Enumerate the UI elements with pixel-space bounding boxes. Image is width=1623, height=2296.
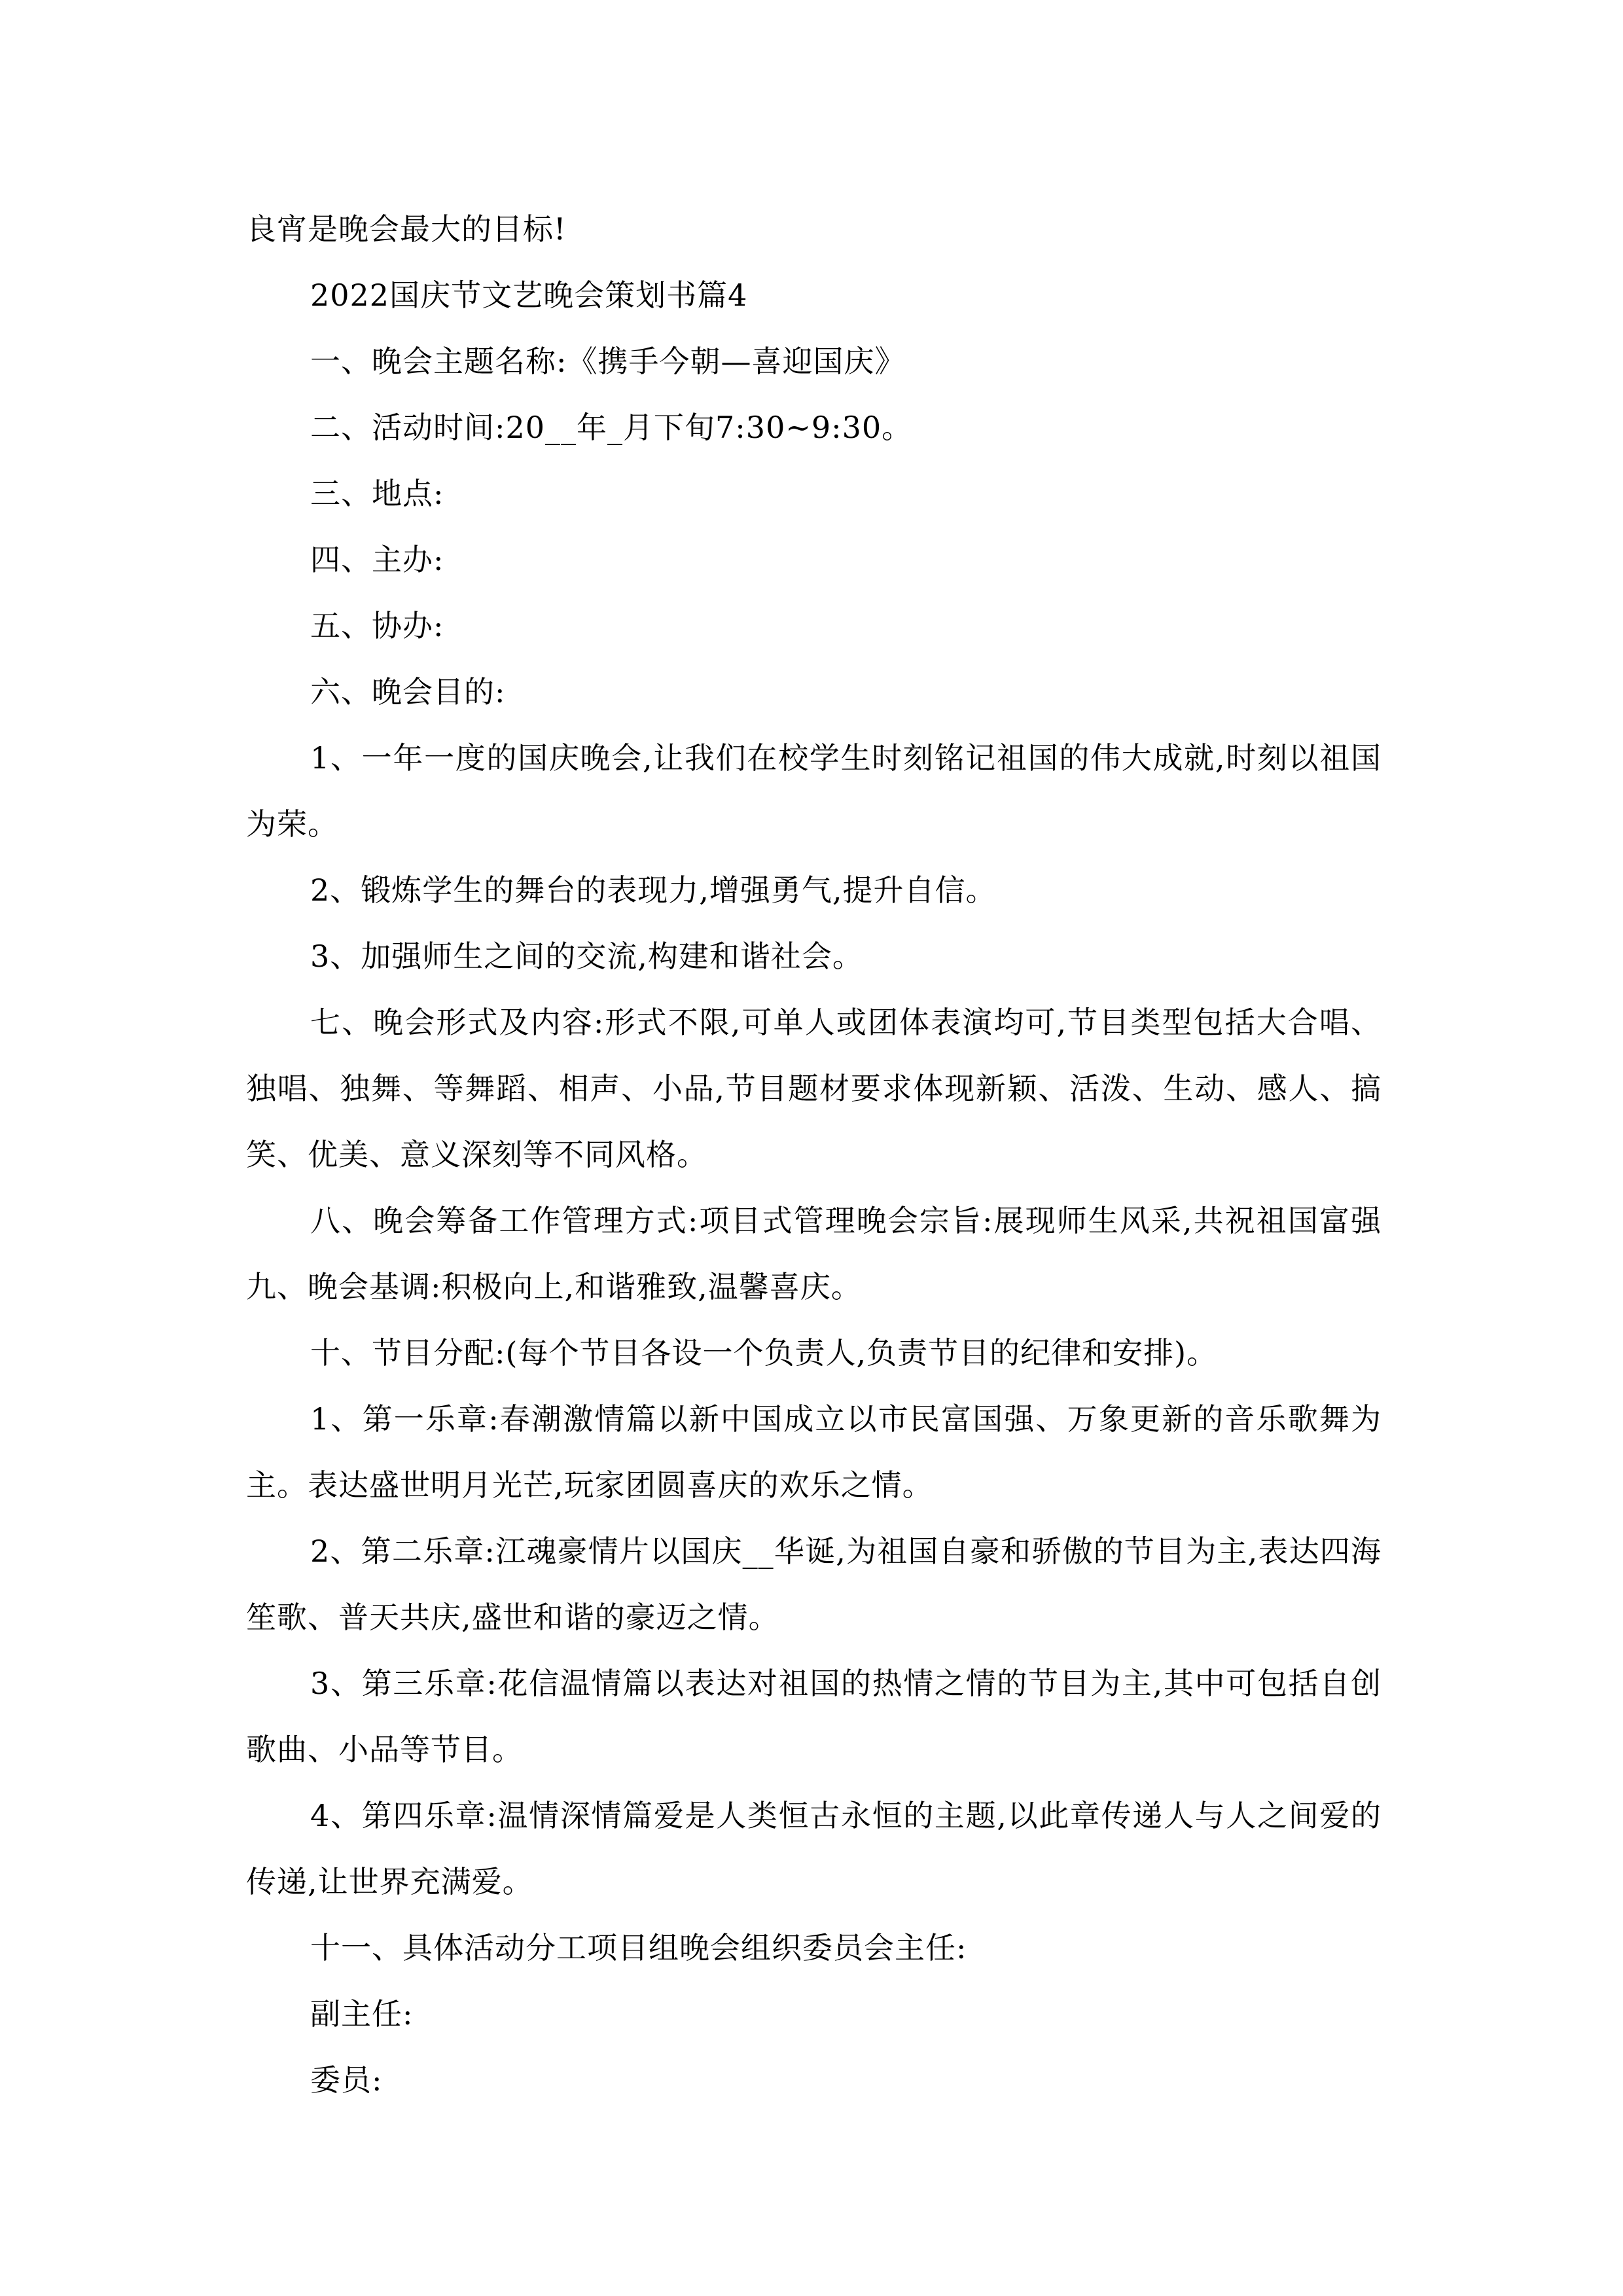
paragraph-division-of-labor: 十一、具体活动分工项目组晚会组织委员会主任: (310, 1930, 967, 1965)
paragraph-management: 八、晚会筹备工作管理方式:项目式管理晚会宗旨:展现师生风采,共祝祖国富强九、晚会基调:积极向上,和谐雅致,温馨喜庆。 (246, 1203, 1382, 1304)
paragraph-chapter-4: 4、第四乐章:温情深情篇爱是人类恒古永恒的主题,以此章传递人与人之间爱的传递,让世界充满爱。 (246, 1798, 1382, 1899)
paragraph-theme: 一、晚会主题名称:《携手今朝—喜迎国庆》 (310, 344, 906, 379)
paragraph-members: 委员: (310, 2062, 383, 2098)
paragraph-chapter-2: 2、第二乐章:江魂豪情片以国庆__华诞,为祖国自豪和骄傲的节目为主,表达四海笙歌、普天共庆,盛世和谐的豪迈之情。 (246, 1534, 1382, 1635)
paragraph-purpose-3: 3、加强师生之间的交流,构建和谐社会。 (310, 939, 863, 974)
paragraph-program-allocation: 十、节目分配:(每个节目各设一个负责人,负责节目的纪律和安排)。 (310, 1335, 1218, 1371)
paragraph-chapter-3: 3、第三乐章:花信温情篇以表达对祖国的热情之情的节目为主,其中可包括自创歌曲、小品等节目。 (246, 1666, 1382, 1767)
paragraph-chapter-1: 1、第一乐章:春潮激情篇以新中国成立以市民富国强、万象更新的音乐歌舞为主。表达盛世明月光芒,玩家团圆喜庆的欢乐之情。 (246, 1401, 1382, 1503)
document-body (246, 196, 1382, 2113)
paragraph-time: 二、活动时间:20__年_月下旬7:30~9:30。 (310, 410, 913, 445)
paragraph-location: 三、地点: (310, 476, 444, 511)
paragraph-co-organizer: 五、协办: (310, 608, 444, 643)
section-title: 2022国庆节文艺晚会策划书篇4 (310, 278, 748, 313)
paragraph-continuation: 良宵是晚会最大的目标! (246, 211, 567, 247)
paragraph-format: 七、晚会形式及内容:形式不限,可单人或团体表演均可,节目类型包括大合唱、独唱、独舞、等舞蹈、相声、小品,节目题材要求体现新颖、活泼、生动、感人、搞笑、优美、意义深刻等不同风格。 (246, 1005, 1382, 1172)
paragraph-purpose-heading: 六、晚会目的: (310, 674, 506, 709)
paragraph-vice-director: 副主任: (310, 1996, 414, 2032)
paragraph-organizer: 四、主办: (310, 542, 444, 577)
paragraph-purpose-1: 1、一年一度的国庆晚会,让我们在校学生时刻铭记祖国的伟大成就,时刻以祖国为荣。 (246, 740, 1382, 842)
paragraph-purpose-2: 2、锻炼学生的舞台的表现力,增强勇气,提升自信。 (310, 872, 997, 908)
